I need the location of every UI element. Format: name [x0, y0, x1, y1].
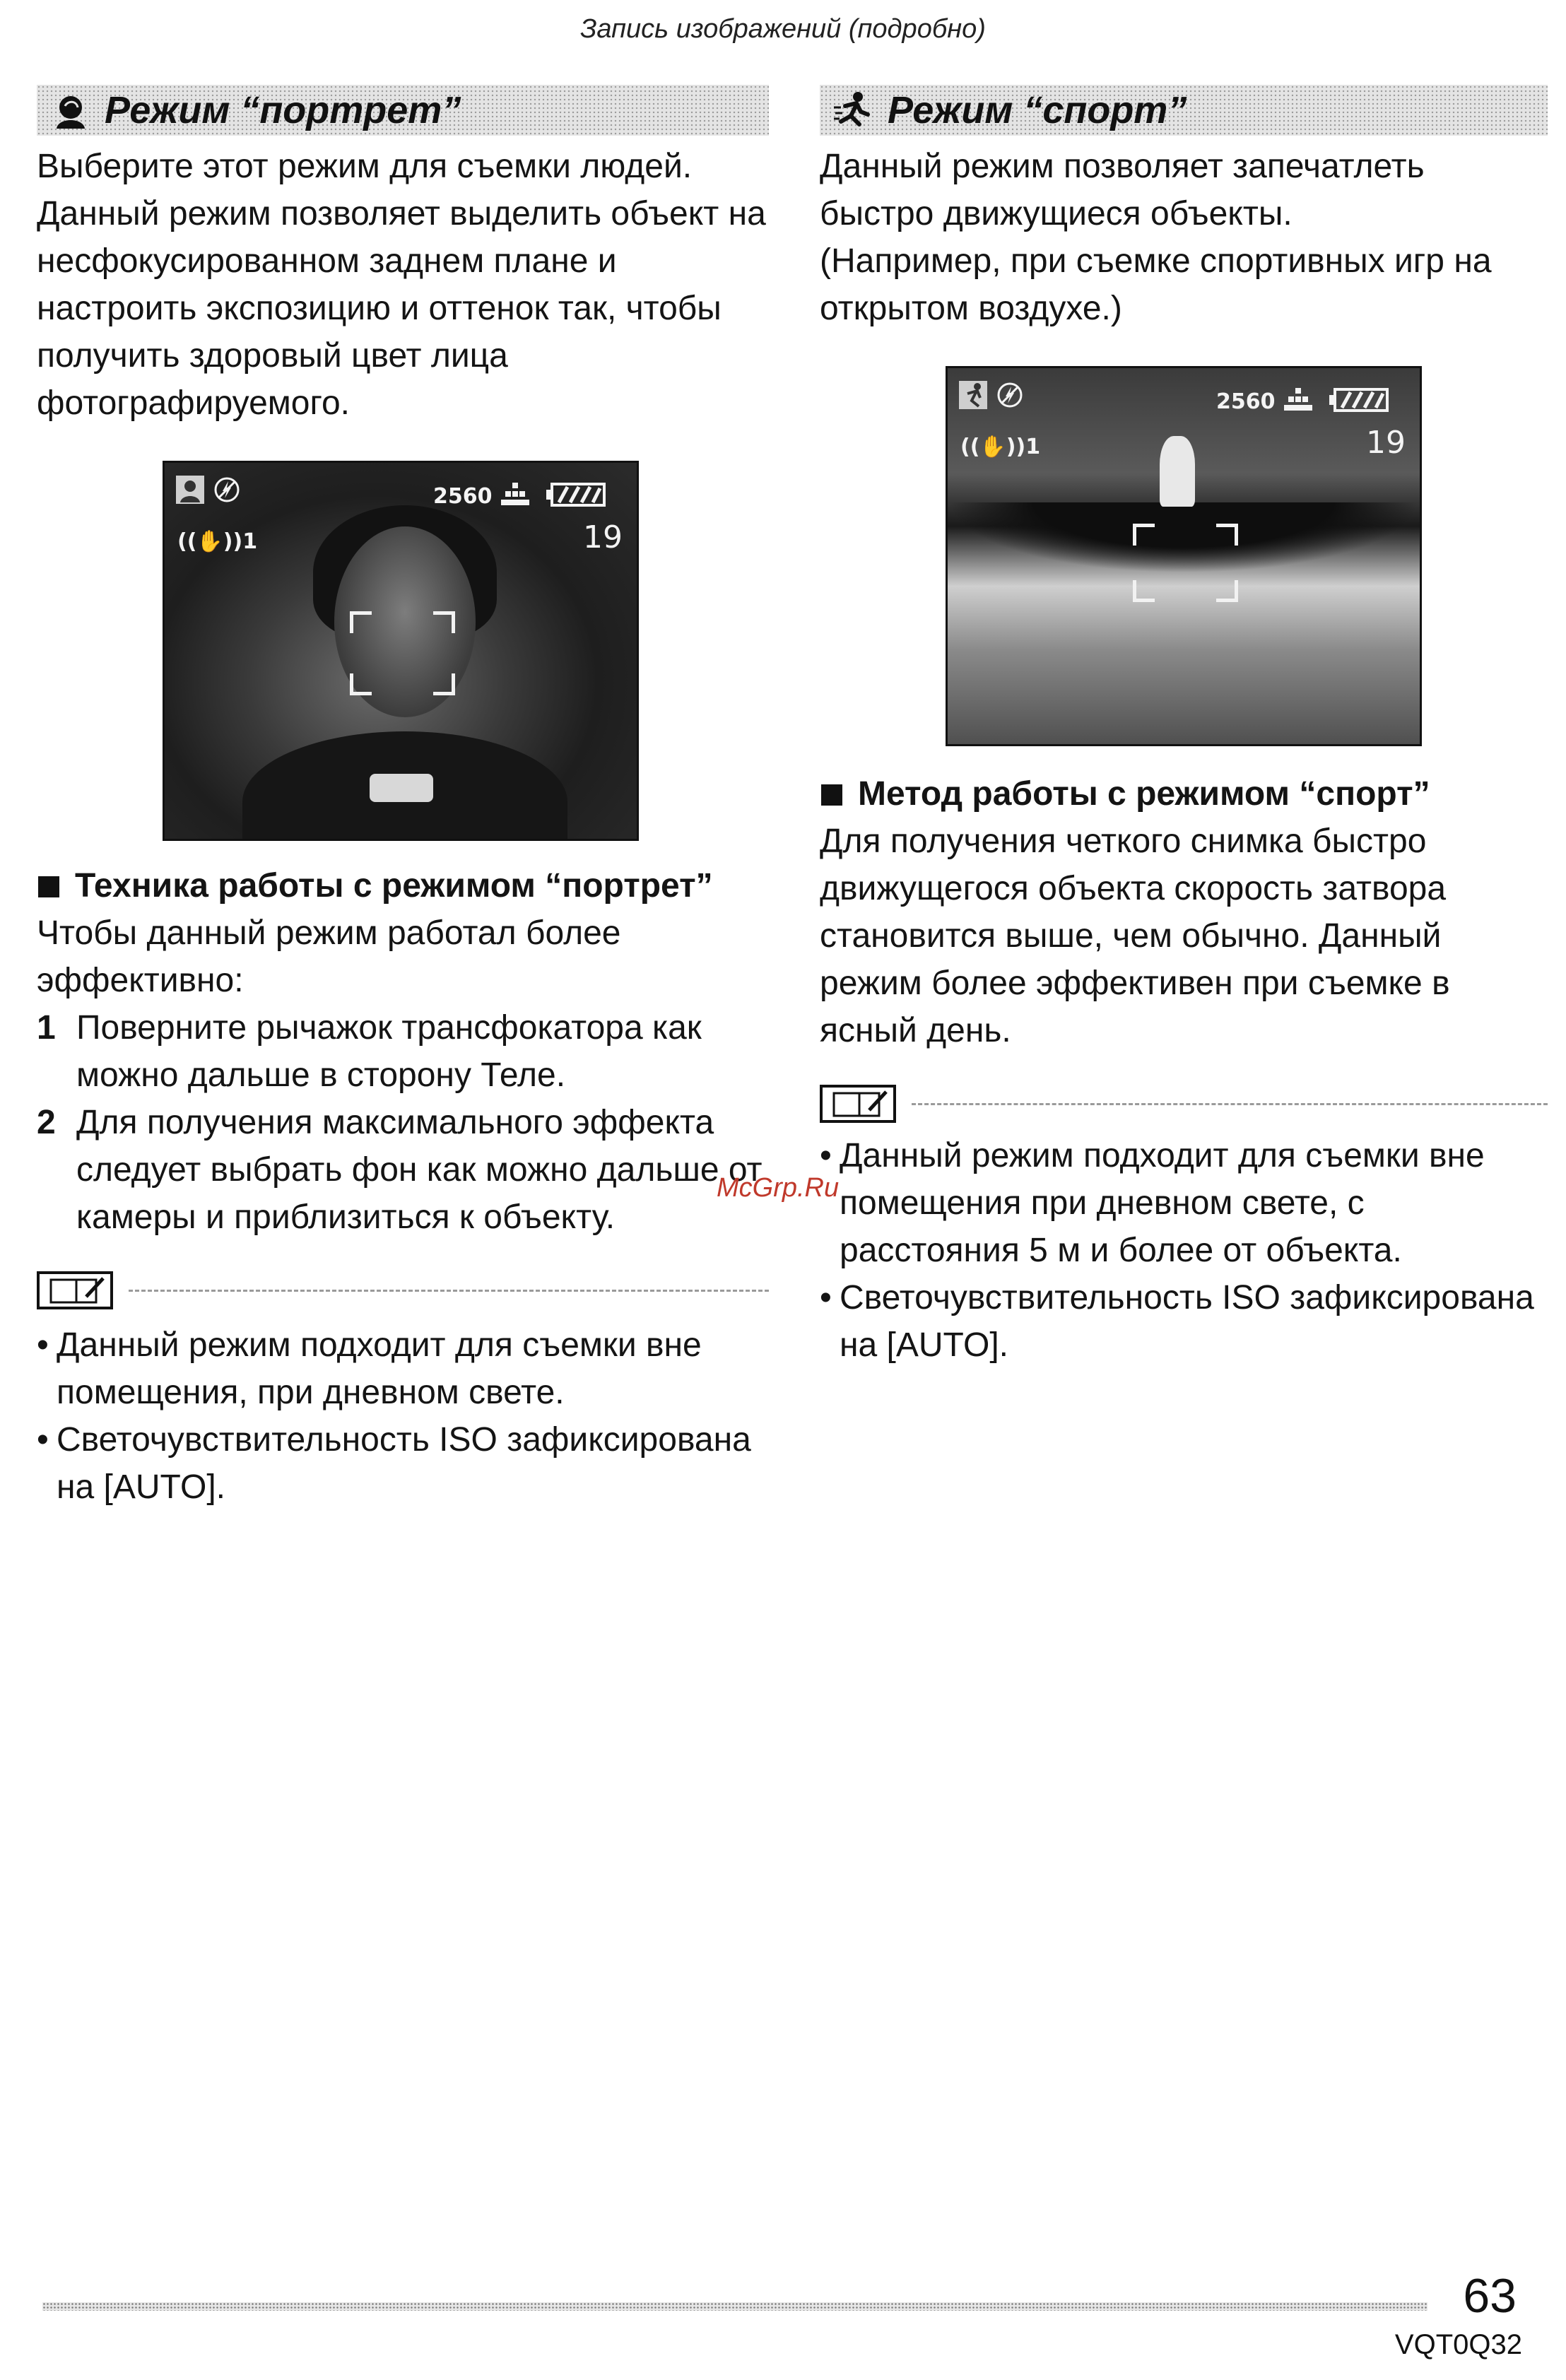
- stabilizer-readout: ((✋))1: [960, 435, 1041, 459]
- page-number: 63: [1463, 2269, 1517, 2323]
- portrait-section-title: Режим “портрет”: [105, 89, 461, 131]
- sport-note: • Светочувствительность ISO зафиксирована на [AUTO].: [820, 1279, 1534, 1364]
- page-header: Запись изображений (подробно): [580, 14, 986, 44]
- portrait-intro: [37, 143, 769, 427]
- portrait-note: • Светочувствительность ISO зафиксирована на [AUTO].: [37, 1421, 751, 1506]
- sport-notes-rule: [820, 1083, 1548, 1125]
- battery-icon: [1329, 388, 1389, 412]
- note-icon: [37, 1271, 113, 1309]
- spray-shadow: [948, 502, 1420, 573]
- sport-intro-line: (Например, при съемке спортивных игр на открытом воздухе.): [820, 242, 1492, 327]
- square-bullet-icon: [38, 876, 59, 897]
- sport-mode-icon: [832, 90, 872, 130]
- sport-camera-screen: [946, 366, 1422, 746]
- af-frame-corner: [433, 673, 455, 695]
- af-frame-corner: [1133, 524, 1155, 546]
- af-frame-corner: [350, 673, 372, 695]
- sport-section-title: Режим “спорт”: [888, 89, 1187, 131]
- portrait-technique-intro: Чтобы данный режим работал более эффективно:: [37, 914, 621, 999]
- portrait-note: • Данный режим подходит для съемки вне помещения, при дневном свете.: [37, 1326, 702, 1411]
- sport-section: [820, 85, 1548, 1369]
- remaining-shots-readout: 19: [1366, 425, 1406, 461]
- quality-icon: [501, 483, 529, 507]
- sport-method-title: Метод работы с режимом “спорт”: [820, 770, 1548, 818]
- stabilizer-icon: ((✋)): [177, 529, 243, 554]
- af-frame-corner: [1133, 580, 1155, 602]
- step-number: 2: [37, 1104, 56, 1141]
- af-frame-corner: [433, 611, 455, 633]
- dashed-divider: [129, 1290, 769, 1292]
- note-icon: [820, 1085, 896, 1123]
- sport-section-header: [820, 85, 1548, 136]
- sport-intro: [820, 143, 1548, 332]
- remaining-shots-readout: 19: [583, 519, 623, 555]
- af-frame-corner: [1216, 524, 1238, 546]
- flash-off-icon: [213, 476, 241, 504]
- battery-icon: [546, 483, 606, 507]
- stabilizer-readout: ((✋))1: [177, 529, 258, 554]
- sport-note: • Данный режим подходит для съемки вне помещения при дневном свете, с расстояния 5 м и более от объекта.: [820, 1137, 1485, 1269]
- step-text: Поверните рычажок трансфокатора как можно дальше в сторону Теле.: [76, 1009, 702, 1094]
- footer-rule: [42, 2302, 1427, 2311]
- stabilizer-icon: ((✋)): [960, 435, 1026, 459]
- portrait-intro-line: Данный режим позволяет выделить объект на несфокусированном заднем плане и настроить экспозицию и оттенок так, чтобы получить здоровый цвет лица фотографируемого.: [37, 195, 766, 422]
- portrait-step: [37, 1004, 769, 1099]
- sport-mode-icon: [959, 381, 987, 409]
- portrait-section-header: [37, 85, 769, 136]
- sport-method-text: Для получения четкого снимка быстро движущегося объекта скорость затвора становится выше, чем обычно. Данный режим более эффективен при съемке в ясный день.: [820, 823, 1450, 1049]
- af-frame-corner: [1216, 580, 1238, 602]
- flash-off-icon: [996, 381, 1024, 409]
- af-frame-corner: [350, 611, 372, 633]
- subject-rider: [1160, 436, 1195, 507]
- dashed-divider: [912, 1103, 1548, 1105]
- portrait-camera-screen: [163, 461, 639, 841]
- square-bullet-icon: [821, 784, 842, 806]
- subject-collar: [370, 774, 433, 802]
- picture-size-readout: 2560: [1216, 389, 1276, 414]
- document-code: VQT0Q32: [1394, 2329, 1522, 2360]
- portrait-intro-line: Выберите этот режим для съемки людей.: [37, 148, 693, 185]
- portrait-notes-rule: [37, 1269, 769, 1312]
- portrait-mode-icon: [49, 90, 89, 130]
- sport-intro-line: Данный режим позволяет запечатлеть быстро движущиеся объекты.: [820, 148, 1425, 232]
- portrait-technique-title: Техника работы с режимом “портрет”: [37, 862, 769, 909]
- portrait-section: [37, 85, 769, 1511]
- step-number: 1: [37, 1009, 56, 1047]
- step-text: Для получения максимального эффекта следует выбрать фон как можно дальше от камеры и приблизиться к объекту.: [76, 1104, 763, 1236]
- portrait-step: [37, 1099, 769, 1241]
- picture-size-readout: 2560: [433, 484, 493, 509]
- watermark: McGrp.Ru: [717, 1173, 840, 1203]
- portrait-mode-icon: [176, 476, 204, 504]
- quality-icon: [1284, 388, 1312, 412]
